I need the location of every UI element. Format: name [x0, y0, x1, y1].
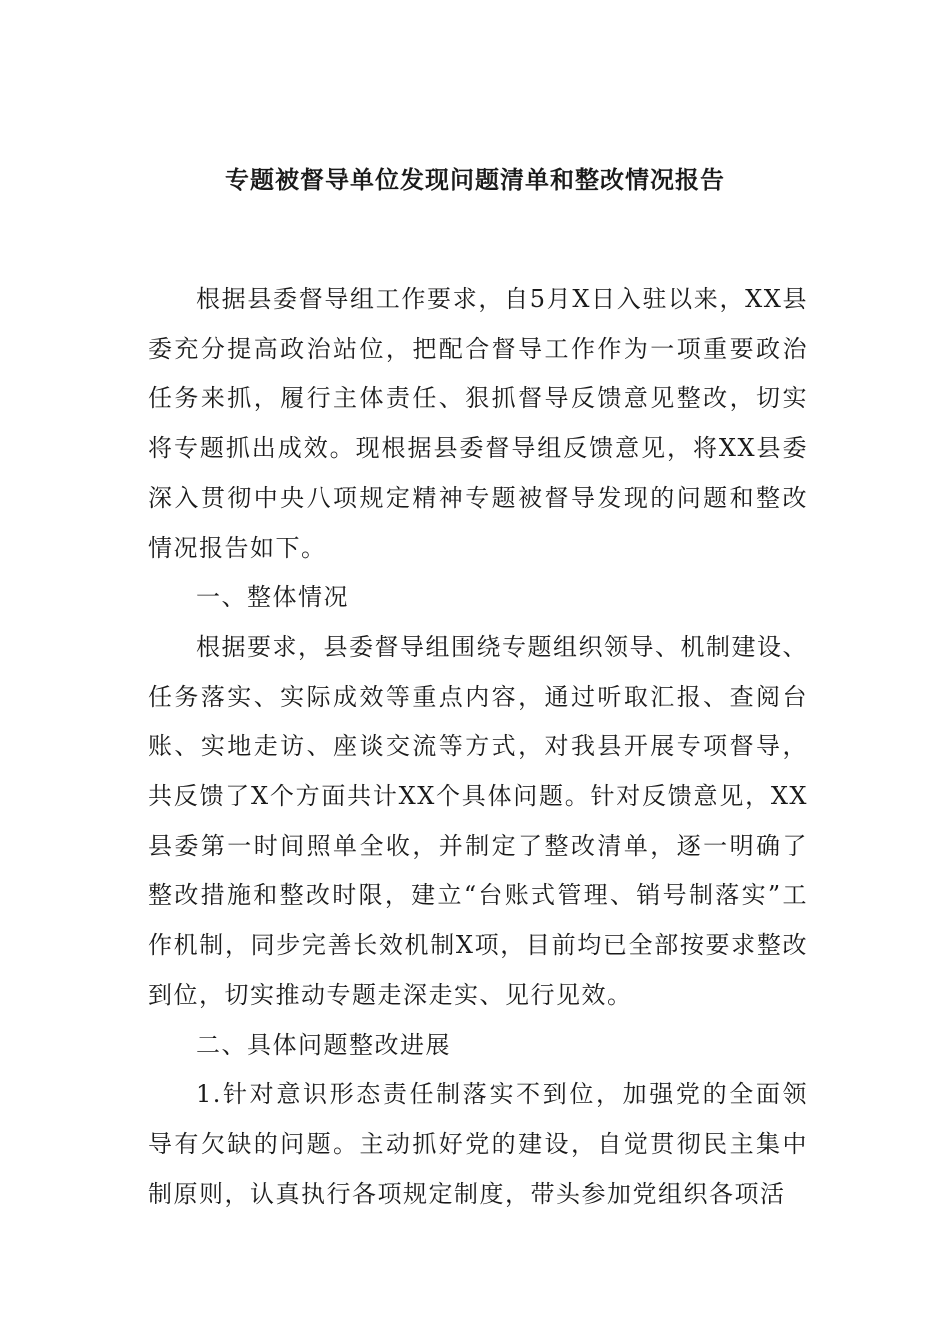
document-body: [148, 275, 808, 1219]
section-heading-progress: 二、具体问题整改进展: [196, 1030, 451, 1059]
intro-paragraph: 根据县委督导组工作要求，自5月X日入驻以来，XX县委充分提高政治站位，把配合督导工作作为一项重要政治任务来抓，履行主体责任、狠抓督导反馈意见整改，切实将专题抓出成效。现根据县委督导组反馈意见，将XX县委深入贯彻中央八项规定精神专题被督导发现的问题和整改情况报告如下。: [148, 285, 808, 562]
item-1-paragraph: 1.针对意识形态责任制落实不到位，加强党的全面领导有欠缺的问题。主动抓好党的建设，自觉贯彻民主集中制原则，认真执行各项规定制度，带头参加党组织各项活: [148, 1080, 808, 1208]
document-title: 专题被督导单位发现问题清单和整改情况报告: [225, 165, 725, 194]
overall-paragraph: 根据要求，县委督导组围绕专题组织领导、机制建设、任务落实、实际成效等重点内容，通过听取汇报、查阅台账、实地走访、座谈交流等方式，对我县开展专项督导，共反馈了X个方面共计XX个具体问题。针对反馈意见，XX县委第一时间照单全收，并制定了整改清单，逐一明确了整改措施和整改时限，建立“台账式管理、销号制落实”工作机制，同步完善长效机制X项，目前均已全部按要求整改到位，切实推动专题走深走实、见行见效。: [148, 632, 808, 1009]
section-heading-overall: 一、整体情况: [196, 583, 349, 612]
